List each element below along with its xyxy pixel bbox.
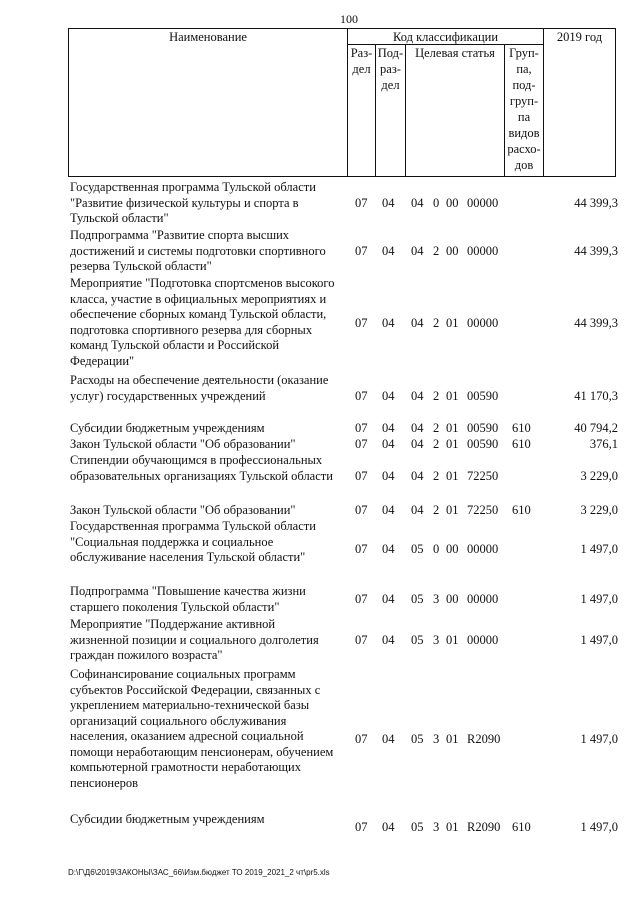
code-c2: 2 (433, 389, 440, 403)
code-pr: 04 (382, 196, 395, 210)
row-name-line: Подпрограмма "Развитие спорта высших (70, 228, 290, 242)
row-name-line: помощи неработающим пенсионерам, обучением (70, 744, 334, 759)
row-name (70, 667, 360, 791)
code-c2: 2 (433, 437, 440, 451)
header-right-border (615, 28, 616, 177)
amount-2019: 44 399,3 (574, 196, 618, 210)
row-name (70, 276, 360, 369)
row-name-line: Стипендии обучающимся в профессиональных (70, 453, 323, 467)
row-name-line: Софинансирование социальных программ (70, 667, 296, 681)
code-c2: 3 (433, 592, 440, 606)
code-c2: 2 (433, 244, 440, 258)
code-c4: 72250 (467, 469, 499, 483)
code-rz: 07 (355, 592, 368, 606)
row-name-line: резерва Тульской области" (70, 259, 212, 273)
row-name (70, 373, 360, 404)
code-c3: 00 (446, 244, 459, 258)
code-pr: 04 (382, 316, 395, 330)
row-name-line: Государственная программа Тульской области (70, 519, 316, 533)
code-c1: 05 (411, 542, 424, 556)
code-c2: 2 (433, 316, 440, 330)
code-c1: 04 (411, 196, 424, 210)
code-pr: 04 (382, 244, 395, 258)
row-name (70, 617, 360, 664)
code-rz: 07 (355, 244, 368, 258)
row-name (70, 584, 360, 615)
row-name (70, 812, 360, 828)
code-c1: 04 (411, 437, 424, 451)
code-rz: 07 (355, 316, 368, 330)
row-name (70, 228, 360, 275)
amount-2019: 44 399,3 (574, 244, 618, 258)
code-c4: 00000 (467, 633, 499, 647)
row-name-line: пенсионеров (70, 775, 139, 790)
row-name-line: Закон Тульской области "Об образовании" (70, 503, 296, 517)
code-c3: 01 (446, 389, 459, 403)
row-name-line: обеспечение сборных команд Тульской области, (70, 307, 327, 321)
code-c2: 3 (433, 732, 440, 746)
row-name (70, 453, 360, 484)
code-c4: 00000 (467, 244, 499, 258)
row-name-line: Тульской области" (70, 211, 169, 225)
row-name-line: услуг) государственных учреждений (70, 388, 266, 403)
code-c1: 04 (411, 421, 424, 435)
code-c4: 00000 (467, 196, 499, 210)
header-year: 2019 год (556, 30, 603, 44)
row-name-line: обслуживание населения Тульской области" (70, 550, 306, 564)
row-name-line: команд Тульской области и Российской (70, 338, 280, 352)
code-vr: 610 (512, 437, 531, 451)
header-divider-podrazdel (405, 44, 406, 177)
code-c3: 01 (446, 503, 459, 517)
code-c4: 00000 (467, 592, 499, 606)
code-rz: 07 (355, 389, 368, 403)
code-pr: 04 (382, 820, 395, 834)
header-left-border (68, 28, 69, 177)
amount-2019: 1 497,0 (580, 820, 618, 834)
amount-2019: 1 497,0 (580, 592, 618, 606)
code-c2: 0 (433, 196, 440, 210)
code-pr: 04 (382, 592, 395, 606)
code-c4: 00590 (467, 389, 499, 403)
code-c4: 00590 (467, 421, 499, 435)
row-name-line: класса, участие в официальных мероприятиях и (70, 291, 327, 306)
row-name-line: субъектов Российской Федерации, связанных с (70, 682, 321, 697)
row-name-line: компьютерной грамотности неработающих (70, 760, 301, 774)
amount-2019: 1 497,0 (580, 542, 618, 556)
code-c1: 04 (411, 316, 424, 330)
header-podrazdel: Под- раз- дел (377, 46, 404, 92)
code-c3: 01 (446, 732, 459, 746)
code-c4: 00000 (467, 542, 499, 556)
code-rz: 07 (355, 542, 368, 556)
code-pr: 04 (382, 421, 395, 435)
header-group: Груп- па, под- груп- па видов расхо- дов (507, 46, 541, 172)
row-name (70, 180, 360, 227)
amount-2019: 40 794,2 (574, 421, 618, 435)
code-c4: R2090 (467, 732, 501, 746)
code-pr: 04 (382, 633, 395, 647)
code-vr: 610 (512, 820, 531, 834)
header-code: Код классификации (392, 30, 499, 44)
row-name-line: Мероприятие "Подготовка спортсменов высокого (70, 276, 335, 290)
code-rz: 07 (355, 469, 368, 483)
code-c1: 04 (411, 503, 424, 517)
code-c3: 00 (446, 542, 459, 556)
row-name-line: граждан пожилого возраста" (70, 648, 223, 662)
row-name (70, 437, 360, 453)
code-c3: 00 (446, 196, 459, 210)
row-name-line: Мероприятие "Поддержание активной (70, 617, 276, 631)
code-c2: 2 (433, 421, 440, 435)
row-name-line: Расходы на обеспечение деятельности (оказание (70, 373, 329, 387)
code-vr: 610 (512, 421, 531, 435)
code-c1: 05 (411, 732, 424, 746)
code-c2: 3 (433, 820, 440, 834)
amount-2019: 1 497,0 (580, 633, 618, 647)
code-c2: 3 (433, 633, 440, 647)
page-number: 100 (340, 12, 358, 26)
header-target: Целевая статья (415, 46, 495, 60)
row-name-line: "Развитие физической культуры и спорта в (70, 195, 299, 210)
code-c1: 05 (411, 592, 424, 606)
row-name-line: Субсидии бюджетным учреждениям (70, 421, 265, 435)
amount-2019: 3 229,0 (580, 469, 618, 483)
header-name: Наименование (169, 30, 247, 44)
code-c1: 04 (411, 389, 424, 403)
file-path-footer: D:\Г\Д6\2019\ЗАКОНЫ\ЗАС_66\Изм.бюджет ТО 2019_2021_2 чт\pr5.xls (68, 868, 330, 877)
code-c2: 2 (433, 469, 440, 483)
row-name-line: достижений и системы подготовки спортивного (70, 243, 326, 258)
code-c3: 00 (446, 592, 459, 606)
code-rz: 07 (355, 503, 368, 517)
row-name-line: старшего поколения Тульской области" (70, 599, 280, 614)
code-c3: 01 (446, 316, 459, 330)
code-c3: 01 (446, 820, 459, 834)
code-pr: 04 (382, 542, 395, 556)
code-vr: 610 (512, 503, 531, 517)
amount-2019: 3 229,0 (580, 503, 618, 517)
code-rz: 07 (355, 633, 368, 647)
code-c1: 04 (411, 244, 424, 258)
amount-2019: 44 399,3 (574, 316, 618, 330)
code-c4: 00000 (467, 316, 499, 330)
code-c4: R2090 (467, 820, 501, 834)
row-name-line: Закон Тульской области "Об образовании" (70, 437, 296, 451)
code-c2: 2 (433, 503, 440, 517)
code-rz: 07 (355, 437, 368, 451)
header-divider-year (543, 28, 544, 177)
row-name-line: жизненной позиции и социального долголетия (70, 632, 319, 647)
code-c3: 01 (446, 421, 459, 435)
row-name-line: Федерации" (70, 353, 135, 368)
code-c1: 04 (411, 469, 424, 483)
row-name (70, 503, 360, 519)
code-rz: 07 (355, 820, 368, 834)
row-name-line: "Социальная поддержка и социальное (70, 534, 274, 549)
code-pr: 04 (382, 437, 395, 451)
row-name (70, 421, 360, 437)
code-rz: 07 (355, 196, 368, 210)
row-name (70, 519, 360, 566)
code-c3: 01 (446, 437, 459, 451)
row-name-line: организаций социального обслуживания (70, 713, 287, 728)
code-c3: 01 (446, 469, 459, 483)
row-name-line: Подпрограмма "Повышение качества жизни (70, 584, 306, 598)
code-c4: 72250 (467, 503, 499, 517)
code-rz: 07 (355, 421, 368, 435)
code-pr: 04 (382, 389, 395, 403)
code-c1: 05 (411, 820, 424, 834)
code-c1: 05 (411, 633, 424, 647)
code-c4: 00590 (467, 437, 499, 451)
row-name-line: Субсидии бюджетным учреждениям (70, 812, 265, 826)
row-name-line: подготовка спортивного резерва для сборных (70, 322, 313, 337)
amount-2019: 41 170,3 (574, 389, 618, 403)
amount-2019: 376,1 (589, 437, 618, 451)
header-bottom-border (68, 176, 616, 177)
code-pr: 04 (382, 503, 395, 517)
code-c3: 01 (446, 633, 459, 647)
amount-2019: 1 497,0 (580, 732, 618, 746)
code-pr: 04 (382, 732, 395, 746)
header-razdel: Раз- дел (350, 46, 373, 76)
row-name-line: образовательных организациях Тульской области (70, 468, 333, 483)
code-c2: 0 (433, 542, 440, 556)
code-pr: 04 (382, 469, 395, 483)
code-rz: 07 (355, 732, 368, 746)
row-name-line: укреплением материально-технической базы (70, 698, 310, 712)
row-name-line: населения, оказанием адресной социальной (70, 729, 304, 743)
row-name-line: Государственная программа Тульской области (70, 180, 316, 194)
